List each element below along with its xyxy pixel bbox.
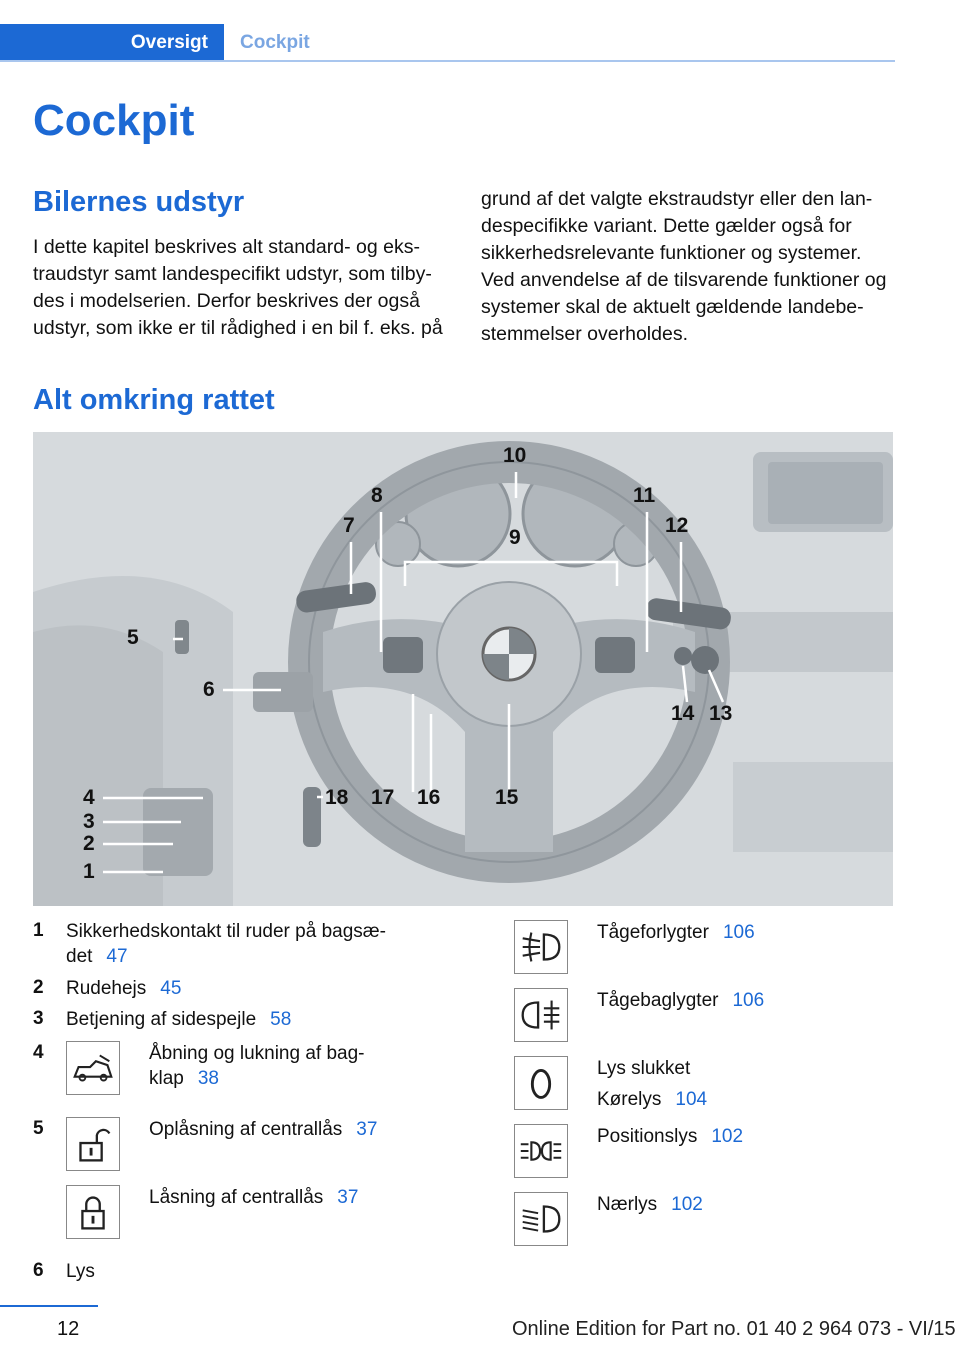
header-divider bbox=[0, 60, 895, 62]
lights-off-icon bbox=[514, 1056, 568, 1110]
callout-17: 17 bbox=[371, 786, 395, 809]
page-ref[interactable]: 38 bbox=[197, 1068, 219, 1089]
callout-2: 2 bbox=[83, 832, 95, 855]
equipment-text-right: grund af det valgte ekstraudstyr eller den lan‐ despecifikke variant. Dette gælder også for sikkerhedsrelevante funktioner og systemer. Ved anvendelse af de tilsvarende funktioner og systemer skal de aktuelt gældende landebe‐ stemmelser overholdes. bbox=[481, 188, 887, 345]
legend-item-parking-lights: Positionslys 102 bbox=[597, 1126, 744, 1147]
legend-item-rear-fog: Tågebaglygter 106 bbox=[597, 990, 765, 1011]
callout-4: 4 bbox=[83, 786, 95, 809]
legend-item-lights-off: Lys slukket Kørelys 104 bbox=[597, 1058, 708, 1110]
callout-9: 9 bbox=[509, 526, 521, 549]
legend-item-4: Åbning og lukning af bag‐ klap 38 bbox=[149, 1043, 365, 1089]
legend-item-low-beam: Nærlys 102 bbox=[597, 1194, 703, 1215]
unlock-icon bbox=[66, 1117, 120, 1171]
page-ref[interactable]: 37 bbox=[356, 1119, 378, 1140]
legend-item-lock: Låsning af centrallås 37 bbox=[149, 1187, 359, 1208]
page-ref[interactable]: 102 bbox=[671, 1194, 703, 1215]
legend-item-2: Rudehejs 45 bbox=[66, 978, 182, 999]
callout-3: 3 bbox=[83, 810, 95, 833]
cockpit-illustration bbox=[33, 432, 893, 906]
page-ref[interactable]: 102 bbox=[711, 1126, 744, 1147]
section-heading-equipment: Bilernes udstyr bbox=[33, 186, 245, 218]
legend-item-6: Lys bbox=[66, 1261, 95, 1282]
page-ref[interactable]: 106 bbox=[722, 922, 755, 943]
legend-num: 5 bbox=[33, 1118, 44, 1139]
callout-14: 14 bbox=[671, 702, 695, 725]
legend-num: 4 bbox=[33, 1042, 44, 1063]
callout-16: 16 bbox=[417, 786, 441, 809]
callout-12: 12 bbox=[665, 514, 689, 537]
legend-item-3: Betjening af sidespejle 58 bbox=[66, 1009, 292, 1030]
page-ref[interactable]: 106 bbox=[732, 990, 765, 1011]
legend-num: 2 bbox=[33, 977, 44, 998]
callout-7: 7 bbox=[343, 514, 355, 537]
page-ref[interactable]: 45 bbox=[160, 978, 182, 999]
tab-oversigt[interactable]: Oversigt bbox=[0, 24, 224, 62]
parking-lights-icon bbox=[514, 1124, 568, 1178]
page-ref[interactable]: 37 bbox=[337, 1187, 359, 1208]
callout-1: 1 bbox=[83, 860, 95, 883]
legend-num: 3 bbox=[33, 1008, 44, 1029]
low-beam-icon bbox=[514, 1192, 568, 1246]
page-ref[interactable]: 104 bbox=[675, 1089, 708, 1110]
header-tabs bbox=[0, 24, 895, 62]
page-ref[interactable]: 47 bbox=[106, 946, 128, 967]
page-number: 12 bbox=[57, 1318, 80, 1340]
legend-num: 6 bbox=[33, 1260, 44, 1281]
edition-text: Online Edition for Part no. 01 40 2 964 073 - VI/15 bbox=[512, 1318, 956, 1340]
rear-fog-light-icon bbox=[514, 988, 568, 1042]
legend-item-1: Sikkerhedskontakt til ruder på bagsæ‐ det 47 bbox=[66, 921, 386, 967]
page-title: Cockpit bbox=[33, 96, 195, 145]
tab-cockpit[interactable]: Cockpit bbox=[240, 32, 310, 53]
callout-18: 18 bbox=[325, 786, 349, 809]
callout-8: 8 bbox=[371, 484, 383, 507]
front-fog-light-icon bbox=[514, 920, 568, 974]
callout-10: 10 bbox=[503, 444, 527, 467]
legend-item-front-fog: Tågeforlygter 106 bbox=[597, 922, 755, 943]
callout-6: 6 bbox=[203, 678, 215, 701]
page-ref[interactable]: 58 bbox=[270, 1009, 292, 1030]
section-heading-steering-wheel: Alt omkring rattet bbox=[33, 384, 275, 416]
legend-item-5: Oplåsning af centrallås 37 bbox=[149, 1119, 378, 1140]
lock-icon bbox=[66, 1185, 120, 1239]
callout-5: 5 bbox=[127, 626, 139, 649]
callout-11: 11 bbox=[633, 484, 656, 507]
legend-num: 1 bbox=[33, 920, 44, 941]
callout-15: 15 bbox=[495, 786, 519, 809]
tailgate-icon bbox=[66, 1041, 120, 1095]
equipment-text-left: I dette kapitel beskrives alt standard- og eks‐ traudstyr samt landespecifikt udstyr, som tilby‐ des i modelserien. Derfor beskrives der også udstyr, som ikke er til rådighed i en bil f. eks. på bbox=[33, 236, 443, 339]
callout-13: 13 bbox=[709, 702, 733, 725]
footer-divider bbox=[0, 1305, 98, 1307]
steering-wheel-drawing bbox=[33, 432, 893, 906]
